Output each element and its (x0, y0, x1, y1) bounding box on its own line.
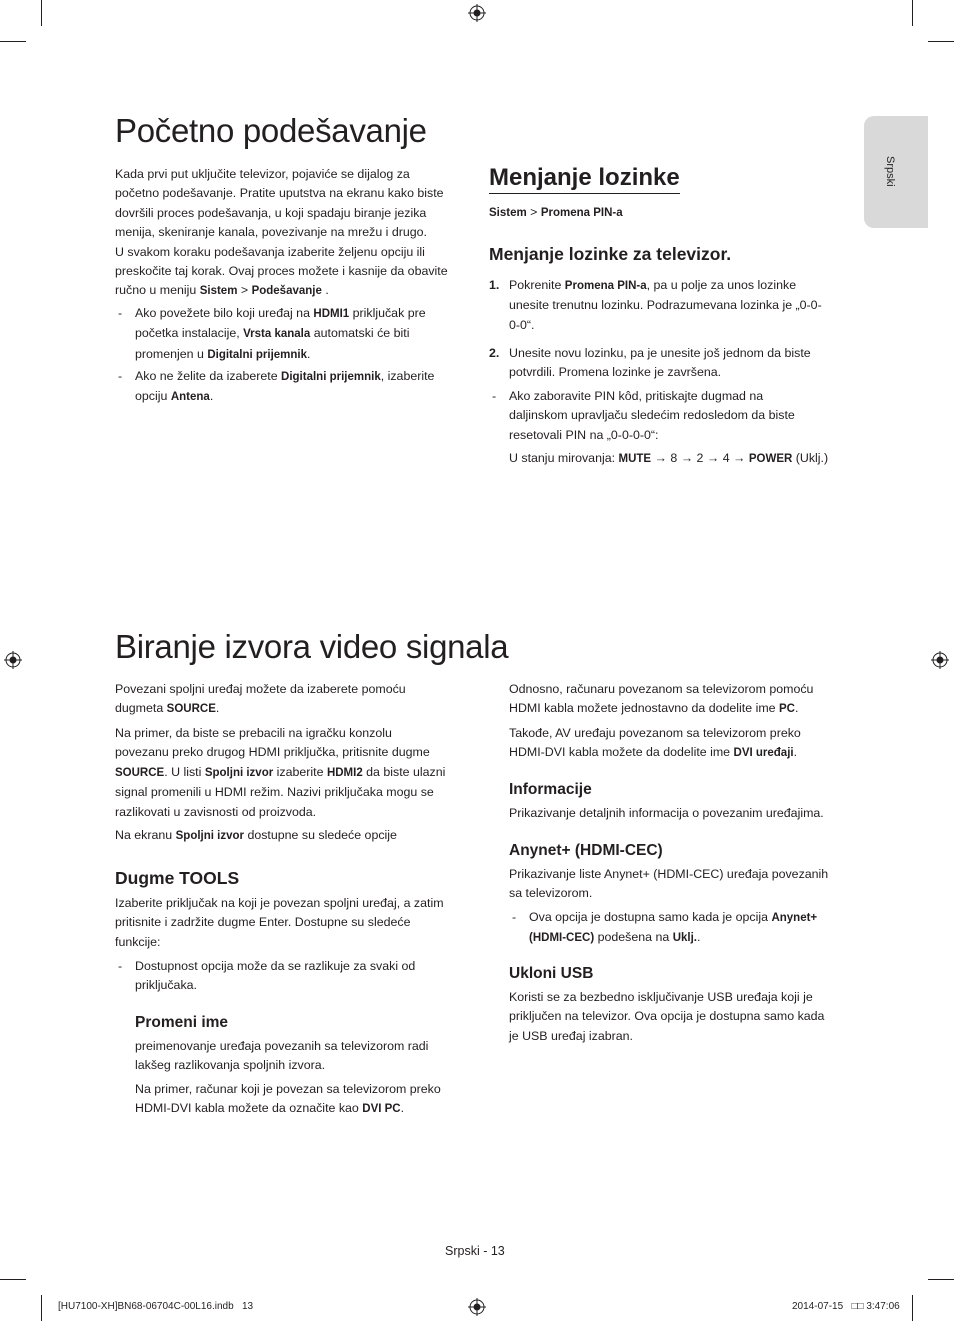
text: automatski će biti (310, 326, 410, 341)
paragraph (509, 680, 854, 720)
text-line: pritisnite i zadržite dugme Enter. Dostupne su sledeće (115, 915, 411, 930)
text-line (135, 367, 465, 387)
text: . (400, 1101, 405, 1116)
text-line (509, 743, 854, 763)
menu-term: Uklj. (672, 932, 697, 945)
text: . (793, 745, 798, 760)
text-line: Prikazivanje liste Anynet+ (HDMI-CEC) uređaja povezanih (509, 867, 829, 881)
text: Ako povežete bilo koji uređaj na (135, 306, 314, 320)
text-line (529, 908, 854, 928)
paragraph (509, 804, 854, 823)
menu-term: HDMI2 (326, 766, 363, 779)
menu-term: DVI PC (362, 1103, 401, 1116)
crop-mark (0, 41, 26, 42)
text-line: Izaberite priključak na koji je povezan spoljni uređaj, a zatim (115, 896, 444, 910)
breadcrumb-item: Sistem (489, 207, 527, 219)
key-term: POWER (748, 453, 793, 466)
section-title-change-password: Menjanje lozinke (489, 165, 680, 194)
text: priključak pre (349, 306, 426, 320)
text-line: početno podešavanje. Pratite uputstva na ekranu kako biste (115, 186, 444, 201)
text-line: preimenovanje uređaja povezanih sa televizorom radi (135, 1039, 429, 1053)
text-line: Ako zaboravite PIN kôd, pritiskajte dugmad na (509, 389, 764, 403)
text: HDMI-DVI kabla možete da označite kao (135, 1101, 363, 1116)
menu-term: Podešavanje (251, 285, 322, 298)
crop-mark (928, 41, 954, 42)
section-title-source: Biranje izvora video signala (115, 628, 509, 665)
text-line: razlikovati u zavisnosti od proizvoda. (115, 804, 317, 819)
option-title-info: Informacije (509, 781, 592, 798)
text-line (135, 304, 465, 324)
text-line (529, 928, 854, 948)
menu-term: HDMI1 (313, 308, 350, 320)
text: Ako ne želite da izaberete (135, 369, 282, 383)
text: . (209, 389, 214, 404)
text-line (509, 276, 849, 296)
registration-mark-icon (931, 651, 949, 669)
menu-term: Digitalni prijemnik (207, 348, 308, 361)
key-term: SOURCE (115, 766, 165, 779)
breadcrumb-item: Promena PIN-a (540, 207, 623, 219)
dash-bullet: - (512, 910, 517, 924)
dash-bullet: - (492, 389, 497, 403)
dash-bullet: - (118, 959, 123, 973)
initial-setup-intro (115, 165, 465, 302)
text-line (115, 763, 465, 783)
text-line (135, 1099, 465, 1119)
text-line (115, 281, 465, 301)
text-line: resetovali PIN na „0-0-0-0“: (509, 427, 659, 442)
menu-term: Antena (170, 391, 210, 404)
paragraph (509, 988, 854, 1046)
crop-mark (912, 0, 913, 26)
text-line: 0-0“. (509, 317, 535, 332)
text-line: funkcije: (115, 934, 161, 949)
paragraph (115, 826, 465, 846)
text: > (237, 283, 252, 298)
crop-mark (912, 1295, 913, 1321)
text-line: U svakom koraku podešavanja izaberite željenu opciju ili (115, 244, 425, 259)
step-number: 1. (489, 278, 500, 292)
numbered-step (489, 344, 849, 383)
text: opciju (135, 389, 171, 404)
paragraph (509, 724, 854, 764)
text: HDMI-DVI kabla možete da dodelite ime (509, 745, 734, 760)
list-item (118, 367, 465, 408)
text-line (135, 387, 465, 407)
text: HDMI kabla možete jednostavno da dodelite ime (509, 701, 779, 716)
text-line: Na primer, računar koji je povezan sa televizorom preko (135, 1082, 441, 1096)
menu-term: Spoljni izvor (175, 830, 244, 842)
text: . (794, 701, 799, 716)
text: ručno u meniju (115, 283, 200, 298)
text-line: priključaka. (135, 978, 197, 993)
menu-term: Sistem (199, 285, 238, 298)
print-date: 2014-07-15 □□ 3:47:06 (792, 1301, 900, 1312)
crop-mark (41, 0, 42, 26)
crop-mark (928, 1279, 954, 1280)
paragraph (115, 894, 465, 952)
list-item (118, 304, 465, 365)
text: izaberite (273, 764, 327, 779)
paragraph (115, 680, 465, 720)
list-item (492, 387, 854, 470)
text-line: menija, skeniranje kanala, povezivanje na mrežu i drugo. (115, 225, 428, 240)
text-line: Unesite novu lozinku, pa je unesite još jednom da biste (509, 346, 811, 360)
option-title-anynet: Anynet+ (HDMI-CEC) (509, 842, 663, 859)
language-tab (864, 116, 928, 228)
list-item (118, 957, 465, 996)
menu-term: DVI uređaji (733, 747, 794, 760)
key-term: SOURCE (166, 703, 216, 716)
option-title-remove-usb: Ukloni USB (509, 965, 594, 982)
text-line (509, 699, 854, 719)
text-line (135, 345, 465, 365)
text-line (115, 826, 465, 846)
registration-mark-icon (468, 1298, 486, 1316)
menu-term: Anynet+ (771, 912, 818, 924)
text: → 8 → 2 → 4 → (651, 451, 749, 466)
text-line: Kada prvi put uključite televizor, pojaviće se dijalog za (115, 167, 410, 181)
crop-mark (41, 1295, 42, 1321)
paragraph (115, 724, 465, 822)
menu-term: Promena PIN-a (564, 280, 647, 292)
text: dostupne su sledeće opcije (244, 828, 397, 842)
subsection-title-tools: Dugme TOOLS (115, 868, 240, 888)
text: . (697, 930, 701, 945)
menu-term: (HDMI-CEC) (529, 932, 595, 945)
text: podešena na (594, 930, 673, 945)
text: . (307, 346, 311, 361)
menu-term: Vrsta kanala (243, 328, 311, 341)
menu-term: PC (779, 703, 795, 716)
menu-term: Digitalni prijemnik (281, 371, 381, 383)
text-line: povezanu preko drugog HDMI priključka, pritisnite dugme (115, 745, 430, 760)
text: Pokrenite (509, 278, 565, 292)
list-item (512, 908, 854, 949)
text-line: sa televizorom. (509, 886, 593, 901)
key-term: MUTE (618, 453, 652, 466)
paragraph (135, 1080, 465, 1120)
text-line: Na primer, da biste se prebacili na igračku konzolu (115, 726, 392, 740)
text-line: unesite trenutnu lozinku. Podrazumevana lozinka je „0-0- (509, 298, 822, 313)
text-line: Povezani spoljni uređaj možete da izaberete pomoću (115, 682, 406, 696)
text: Na ekranu (115, 828, 176, 842)
text-line: signal promenili u HDMI režim. Nazivi priključaka mogu se (115, 785, 434, 800)
language-tab-label: Srpski (884, 156, 896, 187)
crop-mark (0, 1279, 26, 1280)
text-line: Prikazivanje detaljnih informacija o povezanim uređajima. (509, 806, 824, 820)
file-info: [HU7100-XH]BN68-06704C-00L16.indb 13 (58, 1301, 254, 1312)
text: početka instalacije, (135, 326, 244, 341)
text-line: priključen na televizor. Ova opcija je dostupna samo kada (509, 1009, 825, 1024)
numbered-step (489, 276, 849, 335)
text: (Uklj.) (792, 451, 829, 466)
text: Ova opcija je dostupna samo kada je opcija (529, 910, 772, 924)
page-number: Srpski - 13 (445, 1244, 505, 1258)
text-line (135, 324, 465, 344)
dash-bullet: - (118, 369, 123, 383)
registration-mark-icon (468, 4, 486, 22)
text-line: preskočite taj korak. Ovaj proces možete i kasnije da obavite (115, 264, 448, 279)
text-line: daljinskom upravljaču sledećim redosledom da biste (509, 408, 795, 423)
text-line: Odnosno, računaru povezanom sa televizorom pomoću (509, 682, 814, 696)
text-line: Koristi se za bezbedno isključivanje USB uređaja koji je (509, 990, 813, 1004)
text-line: lakšeg razlikovanja spoljnih izvora. (135, 1058, 326, 1073)
text: , pa u polje za unos lozinke (646, 278, 797, 292)
step-number: 2. (489, 346, 500, 360)
text: . U listi (164, 764, 205, 779)
text: . (215, 701, 220, 716)
text-line: Takođe, AV uređaju povezanom sa televizorom preko (509, 726, 801, 740)
text: da biste ulazni (362, 764, 446, 779)
registration-mark-icon (4, 651, 22, 669)
text: . (321, 283, 329, 298)
text: , izaberite (380, 369, 435, 383)
text: promenjen u (135, 346, 208, 361)
section-title-initial-setup: Početno podešavanje (115, 112, 427, 149)
paragraph (135, 1037, 465, 1076)
text: U stanju mirovanja: (509, 451, 619, 466)
text-line (509, 449, 854, 469)
breadcrumb-separator: > (526, 205, 541, 219)
text: dugmeta (115, 701, 167, 716)
menu-term: Spoljni izvor (204, 766, 274, 779)
text-line (115, 699, 465, 719)
text-line: Dostupnost opcija može da se razlikuje za svaki od (135, 959, 416, 973)
text-line: dovršili proces podešavanja, u koji spadaju biranje jezika (115, 205, 427, 220)
breadcrumb (489, 203, 623, 223)
dash-bullet: - (118, 306, 123, 320)
paragraph (509, 865, 854, 904)
option-title-rename: Promeni ime (135, 1014, 229, 1031)
text-line: je USB uređaj izabran. (509, 1028, 633, 1043)
text-line: potvrdili. Promena lozinke je završena. (509, 365, 722, 380)
subsection-title: Menjanje lozinke za televizor. (489, 244, 732, 264)
